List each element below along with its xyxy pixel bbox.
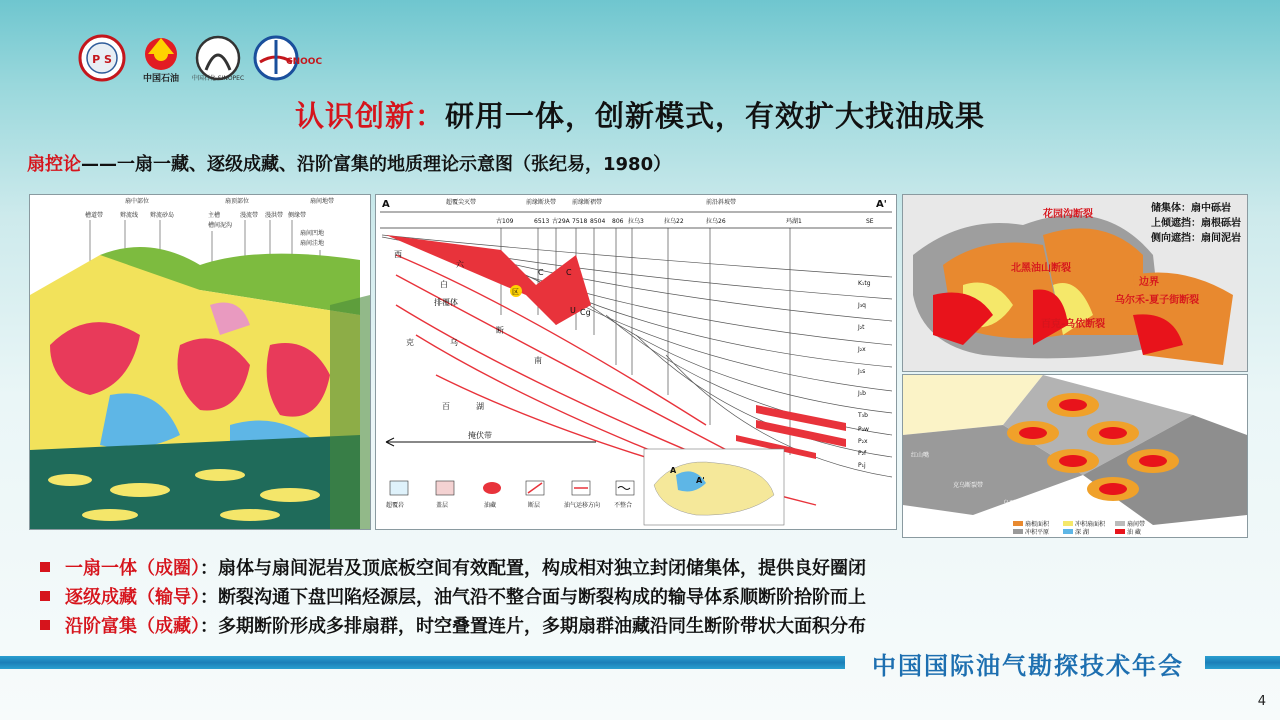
stratum-label: J₃q [858,302,866,309]
bullet-item [40,554,866,583]
map-note: 侧向遮挡：扇间泥岩 [1151,233,1241,244]
fault-name: 百克-乌依断裂 [1041,319,1106,330]
inset-label: A' [696,476,705,485]
zone-label: 扇中部位 [125,198,150,205]
bullet-text: ：断裂沟通下盘凹陷烃源层，油气沿不整合面与断裂构成的输导体系顺断阶拾阶而上 [200,587,866,608]
fault-word: C [538,268,544,277]
stratum-label: J₁s [858,368,866,375]
legend-label: 盖层 [436,502,449,509]
legend-label: 深 湖 [1075,529,1089,536]
bullet-key: 沿阶富集（成藏） [65,616,200,637]
bullet-square-icon [40,591,50,601]
direction-label: SE [866,218,874,225]
fault-name: 边界 [1139,277,1159,288]
fault-word: Cg [580,308,591,317]
zone-label: 扇顶部位 [225,198,250,205]
stratum-label: J₂t [858,324,865,331]
stratum-label: J₂x [858,346,866,353]
title-highlight: 认识创新： [294,99,445,133]
fault-word: U [570,306,576,315]
map-note: 储集体：扇中砾岩 [1151,203,1231,214]
fault-map [902,194,1248,372]
block-side-label: 红山嘴 [911,452,930,459]
well-label: 古29A [552,218,570,225]
step-fault-block-diagram [902,374,1248,538]
footer-bar [1205,656,1280,669]
stratum-label: P₃w [858,426,869,433]
footer-bar [0,656,845,669]
block-side-label: 乌夏断裂带 [1003,500,1034,507]
conference-name: 中国国际油气勘探技术年会 [872,652,1184,680]
legend-label: 冲积平原 [1025,529,1050,536]
bullet-item [40,583,866,612]
svg-text:P S: P S [92,53,112,66]
facies-label: 漫洪带 [265,212,284,219]
inset-label: A [670,466,677,475]
facies-label: 槽间泥沟 [208,222,233,229]
cross-section-diagram [375,194,897,530]
well-label: 6513 [534,218,550,225]
fan-block-diagram [29,194,371,530]
fault-name: 花园沟断裂 [1043,209,1093,220]
legend-label: 扇间带 [1127,521,1146,528]
legend-label: 冲积扇面积 [1075,521,1106,528]
well-label: 玛湖1 [786,218,802,225]
zone-label: 前缘断块带 [526,199,557,206]
fault-name: 乌尔禾-夏子街断裂 [1115,295,1200,306]
fault-word: 乌 [450,338,458,347]
fault-word: 克 [406,338,414,347]
well-label: 拉乌3 [628,218,644,225]
zone-label: 前沿斜坡带 [706,199,737,206]
caption-rest: ——一扇一藏、逐级成藏、沿阶富集的地质理论示意图（张纪易，1980） [81,154,672,175]
title-rest: 研用一体，创新模式，有效扩大找油成果 [445,99,986,133]
fault-word: 断 [496,326,504,335]
bullet-square-icon [40,620,50,630]
legend-label: 油气运移方向 [564,502,601,509]
well-label: 拉乌22 [664,218,684,225]
facies-label: 辫流线 [120,212,139,219]
bullet-key: 一扇一体（成圈） [65,558,200,579]
svg-text:中国石油: 中国石油 [142,74,180,84]
fault-word: C [566,268,572,277]
logo-strip [78,34,323,84]
bullet-list [40,554,866,641]
stratum-label: T₃b [858,412,868,419]
fault-word: 六 [456,260,464,269]
stratum-label: J₁b [858,390,866,397]
figure-caption [27,150,671,176]
facies-label: 扇间凹地 [300,230,325,237]
svg-text:中国石化 SINOPEC: 中国石化 SINOPEC [191,75,245,82]
sinopec-logo [191,34,245,84]
legend-label: 断层 [528,502,541,509]
map-note: 上倾遮挡：扇根砾岩 [1151,218,1241,229]
well-label: 拉乌26 [706,218,726,225]
block-side-label: 克乌断裂带 [953,482,984,489]
facies-label: 漫流带 [240,212,259,219]
petrochina-logo [138,34,184,84]
fault-word: 白 [440,280,448,289]
section-end-label: A' [876,199,887,210]
legend-label: 不整合 [614,502,633,509]
bullet-square-icon [40,562,50,572]
fault-word: 南 [534,356,542,365]
zone-label: 扇间地带 [310,198,335,205]
caption-highlight: 扇控论 [27,154,81,175]
legend-label: 油 藏 [1127,529,1141,536]
fault-word: 湖 [476,402,484,411]
legend-label: 油藏 [484,502,497,509]
fault-word: 掩伏带 [468,431,492,440]
bullet-item [40,612,866,641]
well-label: 古109 [496,218,514,225]
facies-label: 主槽 [208,212,221,219]
slide-title [0,94,1280,135]
facies-label: 槽道带 [85,212,104,219]
stratum-label: P₂x [858,438,868,445]
stratum-label: P₂f [858,450,867,457]
well-label: 806 [612,218,624,225]
section-start-label: A [382,199,390,210]
stratum-label: K₁tg [858,280,871,287]
bullet-key: 逐级成藏（输导） [65,587,200,608]
zone-label: 前缘断褶带 [572,199,603,206]
fault-word: 西 [394,250,402,259]
facies-label: 侧缘带 [288,212,307,219]
facies-label: 扇间洼地 [300,240,325,247]
legend-label: 扇根面积 [1025,521,1050,528]
bullet-text: ：扇体与扇间泥岩及顶底板空间有效配置，构成相对独立封闭储集体，提供良好圈闭 [200,558,866,579]
stratum-label: P₁j [858,462,866,469]
fault-word: 排覆体 [434,298,458,307]
fault-word: 百 [442,402,450,411]
svg-text:CNOOC: CNOOC [286,57,323,67]
well-label: 7518 [572,218,588,225]
bullet-text: ：多期断阶形成多排扇群，时空叠置连片，多期扇群油藏沿同生断阶带状大面积分布 [200,616,866,637]
fault-name: 北黑油山断裂 [1011,263,1071,274]
page-number: 4 [1257,694,1266,709]
cnooc-logo [252,34,323,84]
legend-label: 超覆岩 [386,502,405,509]
ps-logo [78,34,126,84]
zone-label: 超覆尖灭带 [446,199,477,206]
facies-label: 辫流砂岛 [150,212,175,219]
well-label: 8504 [590,218,606,225]
area-label: 区 [512,288,519,296]
